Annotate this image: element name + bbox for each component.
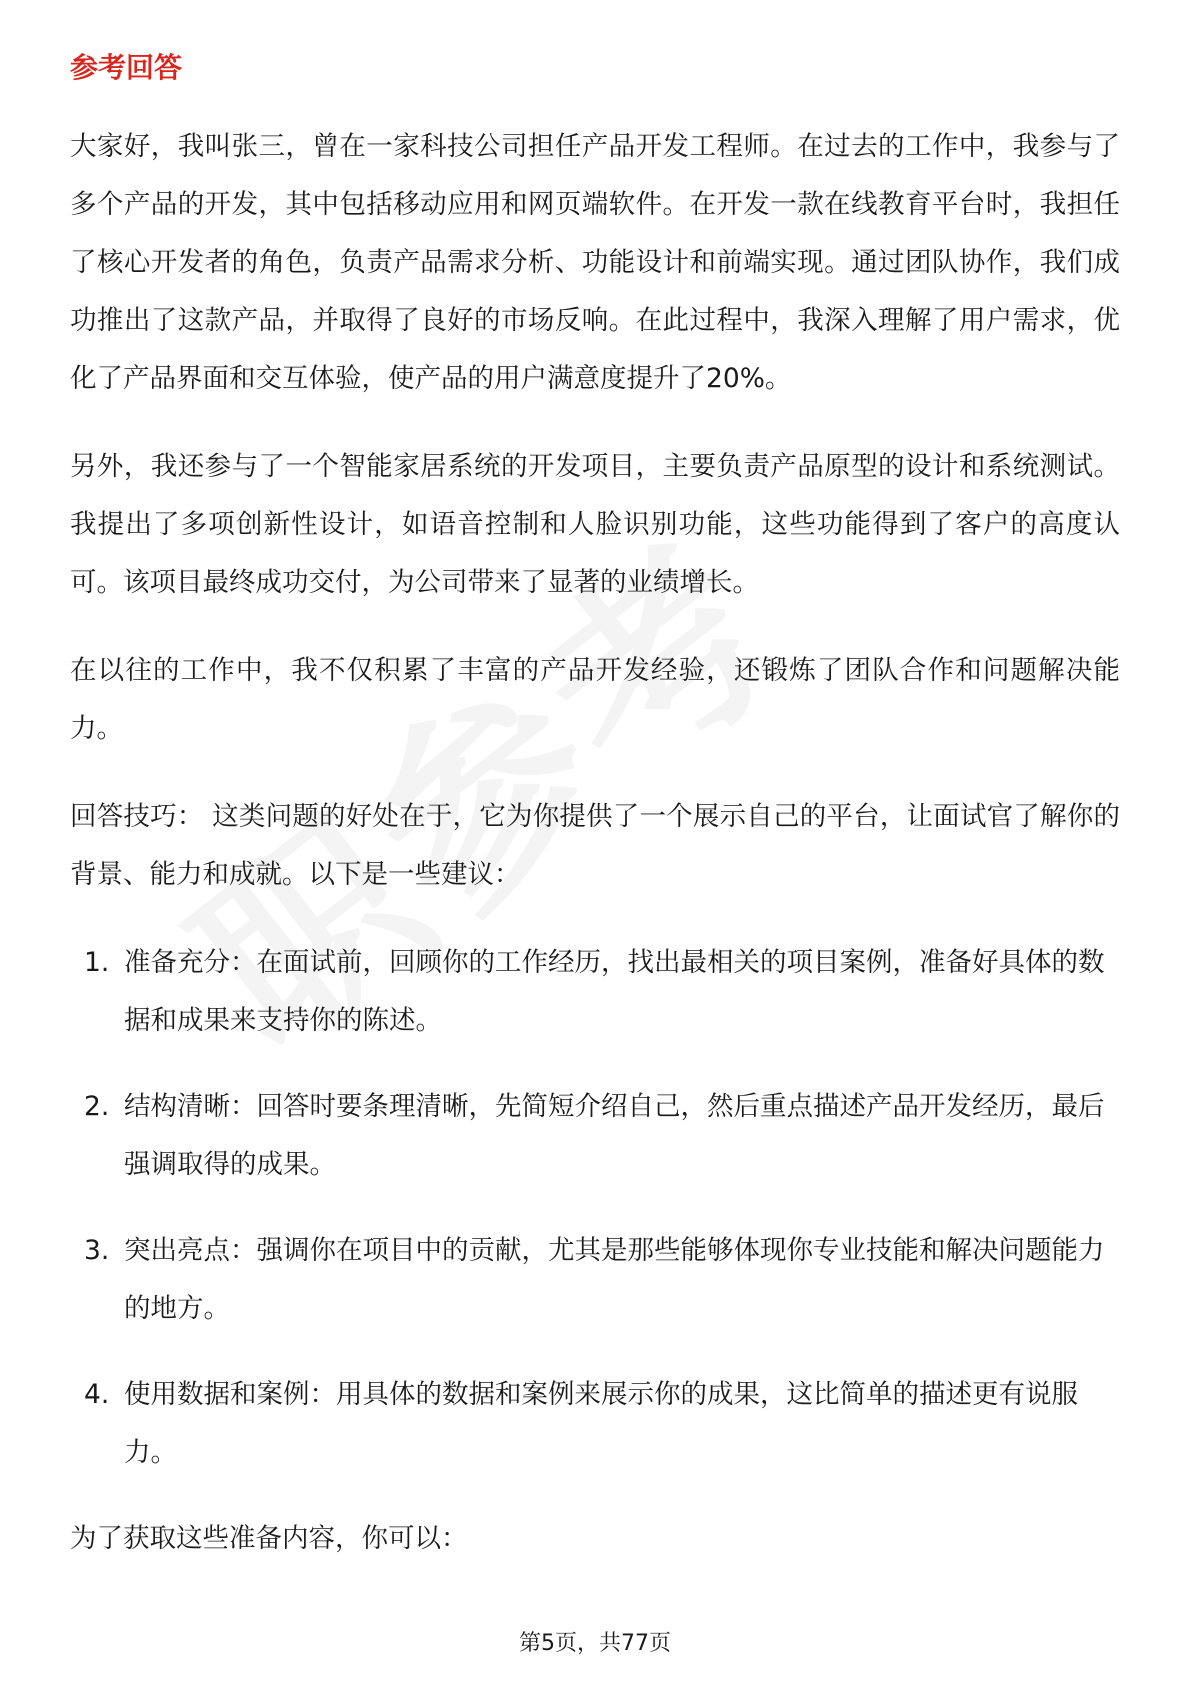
paragraph-intro: 大家好，我叫张三，曾在一家科技公司担任产品开发工程师。在过去的工作中，我参与了多个产品的开发，其中包括移动应用和网页端软件。在开发一款在线教育平台时，我担任了核心开发者的角色，负责产品需求分析、功能设计和前端实现。通过团队协作，我们成功推出了这款产品，并取得了良好的市场反响。在此过程中，我深入理解了用户需求，优化了产品界面和交互体验，使产品的用户满意度提升了20%。: [70, 131, 1120, 394]
paragraph-experience: 在以往的工作中，我不仅积累了丰富的产品开发经验，还锻炼了团队合作和问题解决能力。: [70, 655, 1120, 744]
list-item: [70, 1366, 1120, 1482]
paragraph-project: 另外，我还参与了一个智能家居系统的开发项目，主要负责产品原型的设计和系统测试。我提出了多项创新性设计，如语音控制和人脸识别功能，这些功能得到了客户的高度认可。该项目最终成功交付，为公司带来了显著的业绩增长。: [70, 451, 1120, 598]
list-item: [70, 934, 1120, 1050]
tips-list: [70, 934, 1120, 1482]
list-item-text: 准备充分：在面试前，回顾你的工作经历，找出最相关的项目案例，准备好具体的数据和成果来支持你的陈述。: [124, 947, 1105, 1036]
list-item-number: 3.: [84, 1235, 110, 1266]
list-item: [70, 1078, 1120, 1194]
paragraph-closing: 为了获取这些准备内容，你可以：: [70, 1523, 468, 1554]
list-item-number: 4.: [84, 1379, 110, 1410]
content-area: [70, 48, 1120, 1598]
paragraph-tips-intro: 回答技巧： 这类问题的好处在于，它为你提供了一个展示自己的平台，让面试官了解你的背景、能力和成就。以下是一些建议：: [70, 801, 1120, 890]
list-item-number: 2.: [84, 1091, 110, 1122]
list-item-text: 突出亮点：强调你在项目中的贡献，尤其是那些能够体现你专业技能和解决问题能力的地方。: [124, 1235, 1105, 1324]
section-title: 参考回答: [70, 51, 183, 84]
list-item-text: 使用数据和案例：用具体的数据和案例来展示你的成果，这比简单的描述更有说服力。: [124, 1379, 1078, 1468]
list-item-text: 结构清晰：回答时要条理清晰，先简短介绍自己，然后重点描述产品开发经历，最后强调取得的成果。: [124, 1091, 1105, 1180]
list-item: [70, 1222, 1120, 1338]
page-number-footer: 第5页，共77页: [519, 1631, 671, 1656]
list-item-number: 1.: [84, 947, 110, 978]
